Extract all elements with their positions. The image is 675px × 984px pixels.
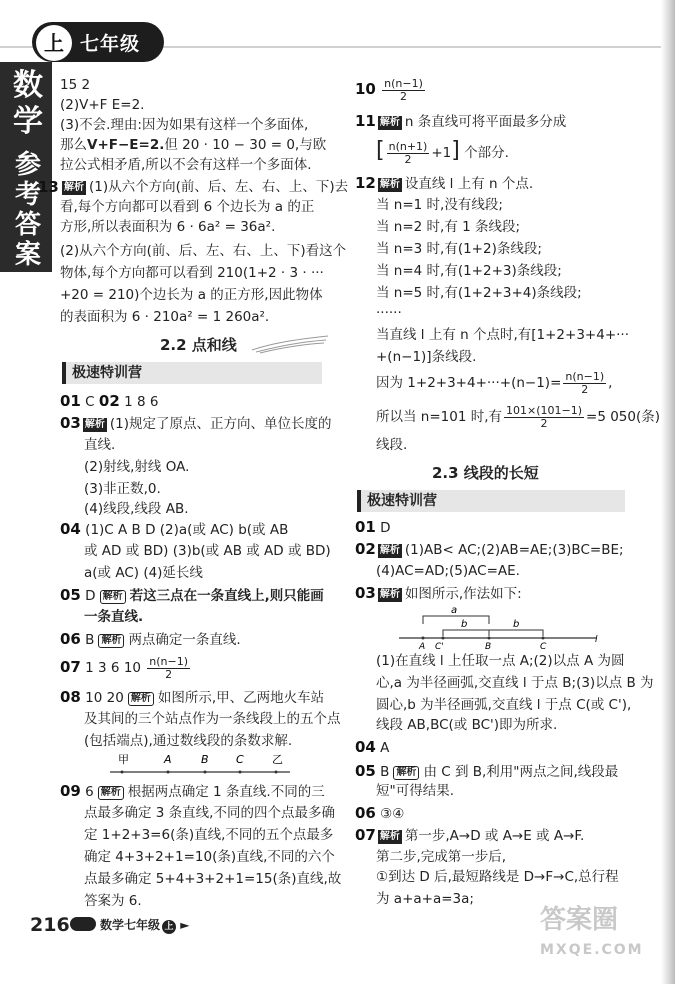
text-line: (4)线段,线段 AB. <box>84 501 189 517</box>
text: (1)规定了原点、正方向、单位长度的 <box>109 416 332 432</box>
analysis-tag: 解析 <box>379 179 400 190</box>
text: 如图所示,甲、乙两地火车站 <box>157 690 325 706</box>
question-number: 07 <box>60 658 81 676</box>
question-13 <box>38 178 349 196</box>
text-line: 定 1+2+3=6(条)直线,不同的五个点最多 <box>84 827 334 843</box>
subject-label: 数学 <box>13 68 43 139</box>
question-number: 09 <box>60 782 81 800</box>
question-number: 03 <box>60 414 81 432</box>
answer: D <box>380 520 391 536</box>
text-line: (3)非正数,0. <box>84 481 161 497</box>
analysis-tag: 解析 <box>379 117 400 128</box>
explanation-tag: 解析 <box>98 634 124 648</box>
page-number: 216 <box>30 914 70 936</box>
text: 所以当 n=101 时,有 <box>376 409 503 425</box>
answer-r04 <box>355 738 389 757</box>
text: +1 <box>431 145 452 161</box>
text-line <box>376 402 660 432</box>
point-label: C <box>540 642 547 650</box>
text: 设直线 l 上有 n 个点. <box>404 176 534 192</box>
practice-banner: 极速特训营 <box>357 490 625 512</box>
text: 第一步,A→D 或 A→E 或 A→F. <box>404 828 585 844</box>
page-edge-shadow <box>661 0 675 984</box>
answer: B <box>85 632 95 648</box>
answer-r06 <box>355 804 404 823</box>
text-line: 当 n=3 时,有(1+2)条线段; <box>376 241 542 257</box>
bracket: ] <box>451 138 460 163</box>
answer-12 <box>355 174 533 193</box>
text-line: 点最多确定 3 条直线,不同的四个点最多确 <box>84 805 335 821</box>
euler-formula: V+F−E=2. <box>87 137 165 153</box>
grade-label: 七年级 <box>80 33 141 55</box>
text: 那么 <box>60 137 87 153</box>
text-line: 及其间的三个站点作为一条线段上的五个点 <box>84 711 341 727</box>
text: 两点确定一条直线. <box>128 632 241 648</box>
segment-label: b <box>513 619 520 630</box>
analysis-tag: 解析 <box>84 419 105 430</box>
analysis-tag: 解析 <box>64 182 84 193</box>
point-label: A <box>419 642 426 650</box>
answer: B <box>380 764 390 780</box>
question-number: 01 <box>60 392 81 410</box>
answer: C <box>85 394 99 410</box>
numerator: n(n−1) <box>565 369 605 383</box>
text-line: 线段 AB,BC(或 BC')即为所求. <box>376 717 558 733</box>
answer-07 <box>60 654 192 681</box>
text-line: 线段. <box>376 437 408 453</box>
answer: ③④ <box>380 806 405 822</box>
text: 因为 1+2+3+4+···+(n−1)= <box>376 375 562 391</box>
answer-03 <box>60 414 332 433</box>
text-line: ①到达 D 后,最短路线是 D→F→C,总行程 <box>376 869 619 885</box>
text-line: (2)从六个方向(前、后、左、右、上、下)看这个 <box>60 243 347 259</box>
point-label: 乙 <box>272 753 283 766</box>
footer-logo-icon <box>70 917 96 931</box>
text-line: 看,每个方向都可以看到 6 个边长为 a 的正 <box>60 199 315 215</box>
text-line <box>60 136 326 154</box>
question-number: 10 <box>355 80 376 98</box>
question-number: 02 <box>98 392 120 410</box>
answer-r01 <box>355 518 391 537</box>
question-number: 01 <box>355 518 376 536</box>
text: 数学七年级 <box>100 918 161 932</box>
numerator: 101×(101−1) <box>506 403 583 417</box>
text-line: 当 n=4 时,有(1+2+3)条线段; <box>376 263 562 279</box>
volume-badge: 上 <box>162 920 176 934</box>
text-line: 的表面积为 6 · 210a² = 1 260a². <box>60 309 270 325</box>
analysis-tag: 解析 <box>379 831 400 842</box>
point-label: B <box>485 642 492 650</box>
fraction <box>147 656 190 681</box>
text-line: 第二步,完成第一步后, <box>376 849 507 865</box>
text: 个部分. <box>464 145 509 161</box>
decorative-scribble <box>250 334 330 354</box>
text-line: 方形,所以表面积为 6 · 6a² = 36a². <box>60 219 276 235</box>
question-number: 02 <box>355 540 376 558</box>
question-number: 08 <box>60 688 81 706</box>
question-number: 13 <box>38 178 59 196</box>
answer-10 <box>355 76 427 103</box>
text: (1)C A B D (2)a(或 AC) b(或 AB <box>85 522 289 538</box>
text-line: 为 a+a+a=3a; <box>376 891 474 907</box>
answer-11 <box>355 112 566 131</box>
question-number: 05 <box>355 762 376 780</box>
station-line-figure <box>100 752 320 778</box>
denominator: 2 <box>400 89 408 103</box>
fraction <box>387 141 430 166</box>
point-label: A <box>164 753 172 766</box>
question-number: 03 <box>355 584 376 602</box>
point-label: C' <box>435 642 444 650</box>
denominator: 2 <box>404 152 412 166</box>
footer-book-title: 数学七年级 上 ► <box>100 918 190 932</box>
text: n 条直线可将平面最多分成 <box>404 114 567 130</box>
denominator: 2 <box>581 382 589 396</box>
section-label: 参考答案 <box>14 150 41 270</box>
question-number: 04 <box>355 738 376 756</box>
text: 根据两点确定 1 条直线.不同的三 <box>127 784 325 800</box>
section-title-2-3: 2.3 线段的长短 <box>432 464 539 482</box>
text-line: 当直线 l 上有 n 个点时,有[1+2+3+4+··· <box>376 327 630 343</box>
text-line: (3)不会.理由:因为如果有这样一个多面体, <box>60 117 309 133</box>
answer-04 <box>60 520 288 539</box>
section-title-2-2: 2.2 点和线 <box>160 336 237 354</box>
text-line: 圆心,b 为半径画弧,交直线 l 于点 C(或 C'), <box>376 697 632 713</box>
text-line: 因为 1+2+3+4+···+(n−1)= $\frac{n(n-1)}{2}$ , <box>376 369 613 396</box>
text-line: (1)在直线 l 上任取一点 A;(2)以点 A 为圆 <box>376 653 625 669</box>
denominator: 2 <box>540 416 548 430</box>
text-line: 心,a 为半径画弧,交直线 l 于点 B;(3)以点 B 为 <box>376 675 654 691</box>
segment-construction-figure <box>395 602 610 650</box>
answer-08 <box>60 688 324 707</box>
volume-circle: 上 <box>36 25 72 61</box>
point-label: B <box>201 753 209 766</box>
text-line <box>376 134 509 170</box>
line-label: l <box>595 635 598 645</box>
text: 如图所示,作法如下: <box>404 586 522 602</box>
text-line: (2)射线,射线 OA. <box>84 459 190 475</box>
answer-01-02 <box>60 392 158 411</box>
answer-r02 <box>355 540 624 559</box>
question-number: 11 <box>355 112 376 130</box>
point-label: 甲 <box>118 753 129 766</box>
bracket: [ <box>376 138 385 163</box>
text-line: 15 2 <box>60 77 91 93</box>
question-number: 06 <box>60 630 81 648</box>
question-number: 06 <box>355 804 376 822</box>
fraction <box>563 371 606 396</box>
text-line: 短"可得结果. <box>376 783 455 799</box>
question-number: 12 <box>355 174 376 192</box>
watermark-url: MXQE.COM <box>540 942 644 958</box>
watermark <box>540 905 660 975</box>
text-line: 点最多确定 5+4+3+2+1=15(条)直线,故 <box>84 871 342 887</box>
question-number: 04 <box>60 520 81 538</box>
text-line: ······ <box>376 305 402 321</box>
segment-label: a <box>451 605 458 616</box>
text-line: 物体,每个方向都可以看到 210(1+2 · 3 · ··· <box>60 265 324 281</box>
text-line: (包括端点),通过数线段的条数求解. <box>84 733 293 749</box>
answer: D <box>85 588 96 604</box>
text-line: 或 AD 或 BD) (3)b(或 AB 或 AD 或 BD) <box>84 543 331 559</box>
text-line: (4)AC=AD;(5)AC=AE. <box>376 563 520 579</box>
watermark-text: 答案圈 <box>540 905 619 935</box>
analysis-tag: 解析 <box>379 589 400 600</box>
answer-r03 <box>355 584 522 603</box>
segment-label: b <box>461 619 468 630</box>
text-line: +20 = 210)个边长为 a 的正方形,因此物体 <box>60 287 323 303</box>
question-number: 07 <box>355 826 376 844</box>
numerator: n(n+1) <box>388 139 428 153</box>
answer-09 <box>60 782 325 801</box>
fraction <box>382 78 425 103</box>
answer: 1 3 6 10 <box>85 660 141 676</box>
answer-06 <box>60 630 241 649</box>
numerator: n(n−1) <box>384 76 423 90</box>
text-line: 直线. <box>84 437 116 453</box>
answer: 1 8 6 <box>124 394 159 410</box>
explanation-tag: 解析 <box>128 692 154 706</box>
text: (1)从六个方向(前、后、左、右、上、下)去 <box>89 179 349 195</box>
answer-r07 <box>355 826 584 845</box>
text-line: (2)V+F E=2. <box>60 97 145 113</box>
answer: A <box>380 740 390 756</box>
text-line: 拉公式相矛盾,所以不会有这样一个多面体. <box>60 157 312 173</box>
fraction <box>504 405 584 430</box>
practice-banner: 极速特训营 <box>62 362 322 384</box>
text: =5 050(条) <box>586 409 661 425</box>
denominator: 2 <box>165 667 173 681</box>
text-line: +(n−1)]条线段. <box>376 349 477 365</box>
text-line: 确定 4+3+2+1=10(条)直线,不同的六个 <box>84 849 335 865</box>
numerator: n(n−1) <box>149 654 189 668</box>
question-number: 05 <box>60 586 81 604</box>
analysis-tag: 解析 <box>379 545 400 556</box>
answer: 6 <box>85 784 94 800</box>
subject-sidebar <box>0 62 52 272</box>
answer: 10 20 <box>85 690 124 706</box>
text-line: 当 n=1 时,没有线段; <box>376 197 503 213</box>
text-line: 答案为 6. <box>84 893 142 909</box>
explanation-tag: 解析 <box>393 766 419 780</box>
text: 由 C 到 B,利用"两点之间,线段最 <box>423 764 619 780</box>
text-line: a(或 AC) (4)延长线 <box>84 565 203 581</box>
text: 但 20 · 10 − 30 = 0,与欧 <box>164 137 327 153</box>
answer-r05 <box>355 762 618 781</box>
explanation-tag: 解析 <box>98 786 124 800</box>
text-line: 当 n=2 时,有 1 条线段; <box>376 219 521 235</box>
point-label: C <box>236 753 244 766</box>
text: 若这三点在一条直线上,则只能画 <box>129 588 324 604</box>
text: (1)AB< AC;(2)AB=AE;(3)BC=BE; <box>404 542 624 558</box>
text-line: 一条直线. <box>84 609 144 625</box>
answer-05 <box>60 586 324 605</box>
text-line: 当 n=5 时,有(1+2+3+4)条线段; <box>376 285 582 301</box>
explanation-tag: 解析 <box>100 590 126 604</box>
